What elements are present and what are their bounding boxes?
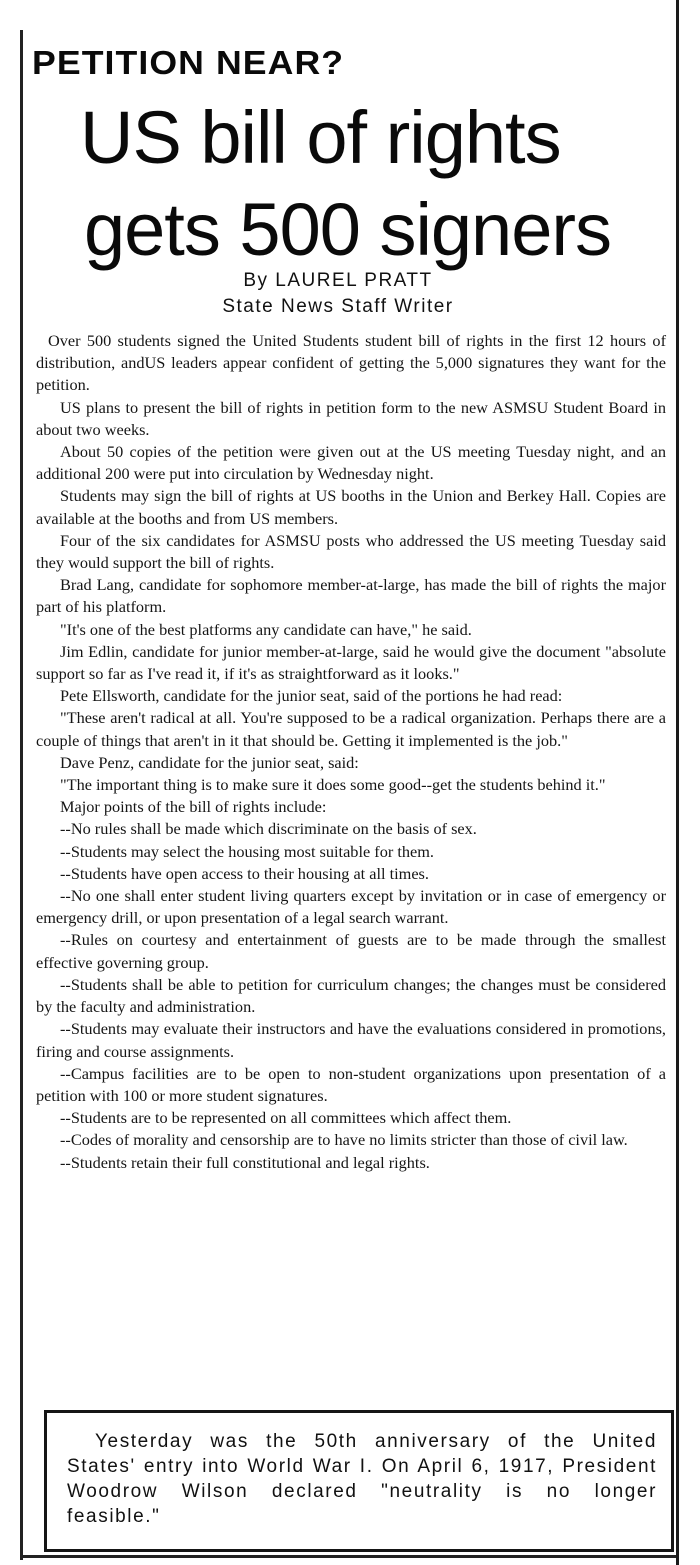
article-paragraph: Brad Lang, candidate for sophomore member-at-large, has made the bill of rights the major part of his platform. [36, 575, 666, 617]
article-paragraph: "The important thing is to make sure it does some good--get the students behind it." [60, 775, 606, 795]
headline-line-1: US bill of rights [80, 96, 561, 179]
article-paragraph: About 50 copies of the petition were given out at the US meeting Tuesday night, and an additional 200 were put into circulation by Wednesday night. [36, 442, 666, 484]
article-paragraph: Pete Ellsworth, candidate for the junior seat, said of the portions he had read: [60, 686, 563, 706]
bill-point: --No rules shall be made which discriminate on the basis of sex. [60, 819, 477, 839]
article-paragraph: Students may sign the bill of rights at US booths in the Union and Berkey Hall. Copies are available at the booths and from US members. [36, 486, 666, 528]
byline-title: State News Staff Writer [222, 296, 454, 317]
anniversary-note-text: Yesterday was the 50th anniversary of the United States' entry into World War I. On April 6, 1917, President Woodrow Wilson declared "neutrality is no longer feasible." [67, 1431, 657, 1527]
article-paragraph: "These aren't radical at all. You're supposed to be a radical organization. Perhaps there are a couple of things that aren't in it that should be. Getting it implemented is the job." [36, 708, 666, 750]
article-paragraph: Jim Edlin, candidate for junior member-at-large, said he would give the document "absolute support so far as I've read it, if it's as straightforward as it looks." [36, 641, 666, 684]
clipping-cut-edge [676, 0, 679, 1565]
adjacent-column-edge [676, 0, 700, 1565]
column-rule-left [20, 30, 23, 1560]
article-paragraph: Over 500 students signed the United Students student bill of rights in the first 12 hours of distribution, andUS leaders appear confident of getting the 5,000 signatures they want for the petition. [36, 331, 666, 395]
article-paragraph: "It's one of the best platforms any candidate can have," he said. [60, 619, 472, 639]
byline [0, 268, 676, 320]
main-headline [70, 92, 680, 276]
bill-point: --Students retain their full constitutional and legal rights. [60, 1152, 430, 1172]
headline-line-2: gets 500 signers [84, 188, 612, 271]
bill-point: --Students shall be able to petition for curriculum changes; the changes must be considered by the faculty and administration. [36, 974, 666, 1017]
byline-author: By LAUREL PRATT [243, 270, 433, 291]
bill-point: --No one shall enter student living quarters except by invitation or in case of emergency or emergency drill, or upon presentation of a legal search warrant. [36, 886, 666, 928]
article-paragraph: Dave Penz, candidate for the junior seat, said: [60, 752, 359, 772]
article-paragraph: US plans to present the bill of rights in petition form to the new ASMSU Student Board in about two weeks. [36, 397, 666, 439]
bill-point: --Students have open access to their housing at all times. [60, 863, 429, 883]
article-paragraph: Major points of the bill of rights include: [60, 797, 327, 817]
kicker-headline: PETITION NEAR? [32, 44, 345, 81]
article-paragraph: Four of the six candidates for ASMSU posts who addressed the US meeting Tuesday said they would support the bill of rights. [36, 530, 666, 573]
column-rule-bottom [20, 1555, 680, 1558]
bill-point: --Students may evaluate their instructors and have the evaluations considered in promotions, firing and course assignments. [36, 1019, 666, 1061]
bill-point: --Campus facilities are to be open to non-student organizations upon presentation of a petition with 100 or more student signatures. [36, 1063, 666, 1105]
article-body [36, 330, 666, 1174]
anniversary-note [67, 1429, 657, 1529]
bill-point: --Students are to be represented on all committees which affect them. [60, 1108, 512, 1128]
bill-point: --Rules on courtesy and entertainment of guests are to be made through the smallest effective governing group. [36, 930, 666, 972]
bill-point: --Students may select the housing most suitable for them. [60, 841, 434, 861]
bill-point: --Codes of morality and censorship are to have no limits stricter than those of civil law. [60, 1130, 628, 1150]
anniversary-note-box [44, 1410, 674, 1552]
